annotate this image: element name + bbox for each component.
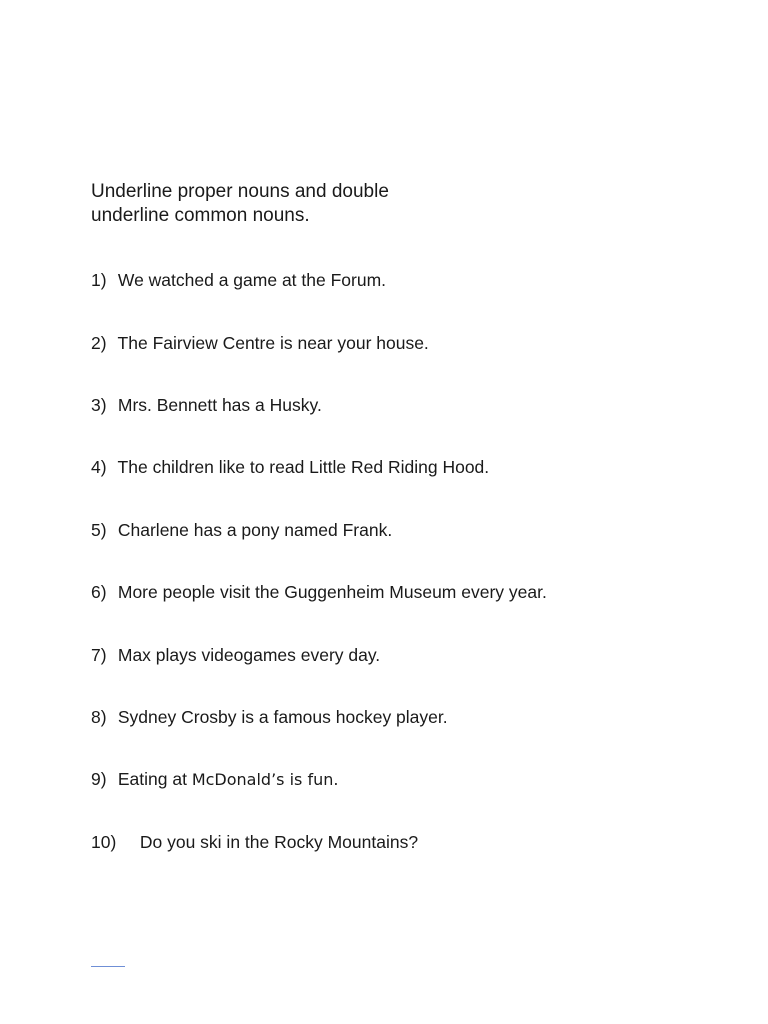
question-text: Do you ski in the Rocky Mountains?	[139, 832, 419, 852]
question-9	[91, 768, 338, 791]
question-text: The children like to read Little Red Riding Hood.	[117, 457, 490, 477]
question-4	[91, 456, 489, 478]
question-number: 8)	[91, 707, 107, 727]
question-text: Mrs. Bennett has a Husky.	[117, 395, 322, 415]
question-7	[91, 644, 380, 666]
question-text: The Fairview Centre is near your house.	[117, 333, 429, 353]
question-number: 6)	[91, 582, 107, 602]
question-text-start: Eating at	[117, 769, 192, 789]
question-number: 2)	[91, 333, 107, 353]
question-number: 3)	[91, 395, 107, 415]
question-text: Charlene has a pony named Frank.	[117, 520, 393, 540]
question-number: 10)	[91, 832, 117, 852]
question-text: Sydney Crosby is a famous hockey player.	[117, 707, 448, 727]
question-text: Max plays videogames every day.	[117, 645, 381, 665]
instructions-line-2: underline common nouns.	[91, 205, 310, 226]
question-text: More people visit the Guggenheim Museum every year.	[117, 582, 547, 602]
question-5	[91, 519, 392, 541]
question-2	[91, 332, 429, 354]
question-number: 4)	[91, 457, 107, 477]
question-text: We watched a game at the Forum.	[117, 270, 387, 290]
question-10	[91, 831, 418, 853]
question-1	[91, 269, 386, 291]
question-text	[118, 769, 339, 789]
question-6	[91, 581, 547, 603]
instructions-line-1: Underline proper nouns and double	[91, 181, 389, 202]
question-8	[91, 706, 448, 728]
question-number: 1)	[91, 270, 107, 290]
instructions	[91, 180, 511, 228]
question-number: 9)	[91, 769, 107, 789]
question-number: 5)	[91, 520, 107, 540]
footer-divider	[91, 966, 125, 967]
question-text-alt-font: McDonald’s is fun.	[191, 770, 339, 789]
question-3	[91, 394, 322, 416]
question-number: 7)	[91, 645, 107, 665]
